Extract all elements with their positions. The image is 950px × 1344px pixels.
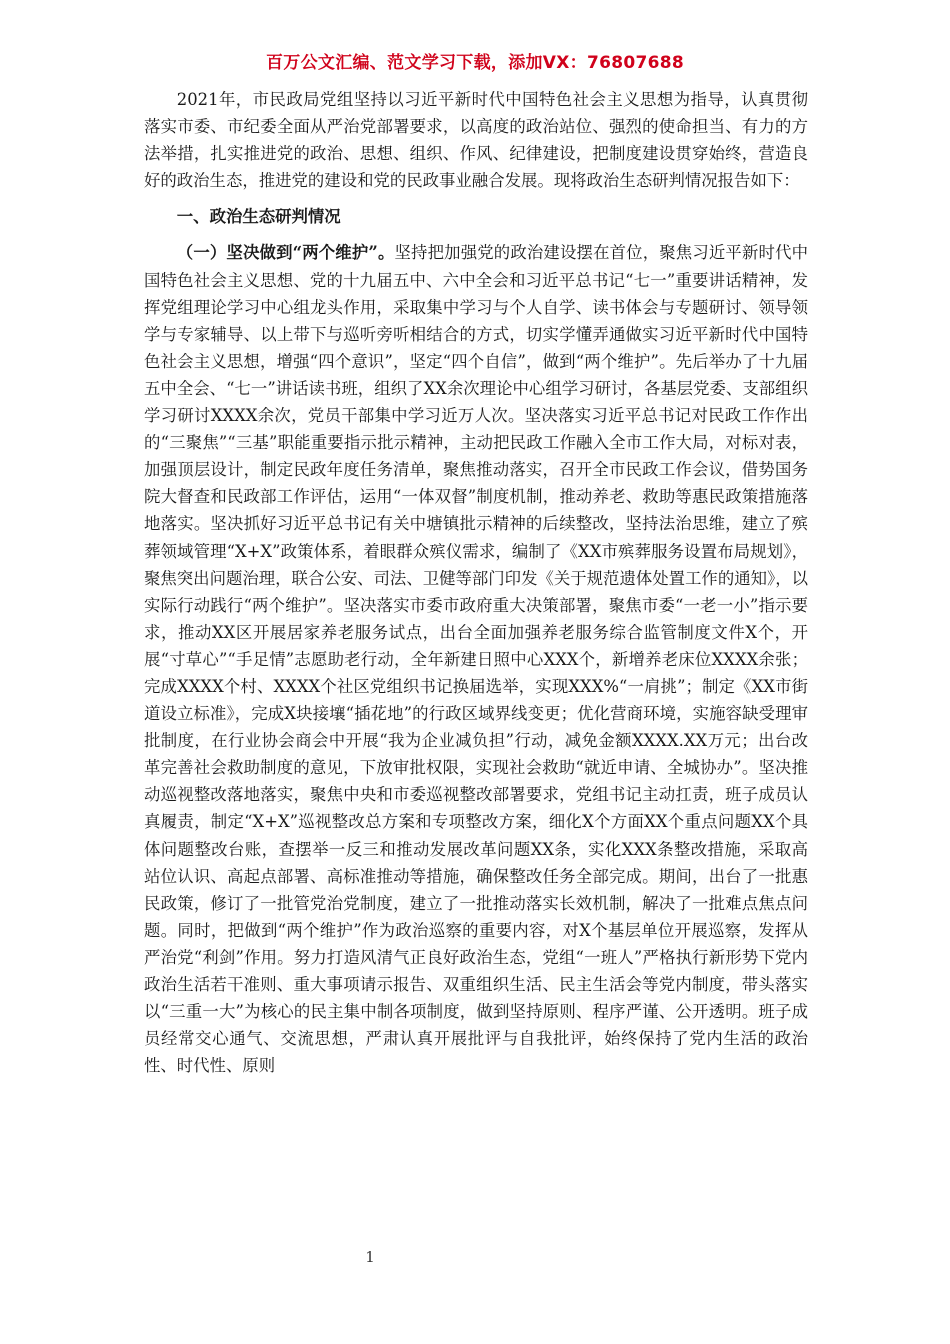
section-heading: 一、政治生态研判情况 <box>176 207 341 227</box>
subsection-body: 坚持把加强党的政治建设摆在首位，聚焦习近平新时代中国特色社会主义思想、党的十九届五中、六中全会和习近平总书记“七一”重要讲话精神，发挥党组理论学习中心组龙头作用，采取集中学习与个人自学、读书体会与专题研讨、领导领学与专家辅导、以上带下与巡听旁听相结合的方式，切实学懂弄通做实习近平新时代中国特色社会主义思想，增强“四个意识”，坚定“四个自信”，做到“两个维护”。先后举办了十九届五中全会、“七一”讲话读书班，组织了XX余次理论中心组学习研讨，各基层党委、支部组织学习研讨XXXX余次，党员干部集中学习近万人次。坚决落实习近平总书记对民政工作作出的“三聚焦”“三基”职能重要指示批示精神，主动把民政工作融入全市工作大局，对标对表，加强顶层设计，制定民政年度任务清单，聚焦推动落实，召开全市民政工作会议，借势国务院大督查和民政部工作评估，运用“一体双督”制度机制，推动养老、救助等惠民政策措施落地落实。坚决抓好习近平总书记有关中塘镇批示精神的后续整改，坚持法治思维，建立了殡葬领域管理“X+X”政策体系，着眼群众殡仪需求，编制了《XX市殡葬服务设置布局规划》，聚焦突出问题治理，联合公安、司法、卫健等部门印发《关于规范遗体处置工作的通知》，以实际行动践行“两个维护”。坚决落实市委市政府重大决策部署，聚焦市委“一老一小”指示要求，推动XX区开展居家养老服务试点，出台全面加强养老服务综合监管制度文件X个，开展“寸草心”“手足情”志愿助老行动，全年新建日照中心XXX个，新增养老床位XXXX余张；完成XXXX个村、XXXX个社区党组织书记换届选举，实现XXX%“一肩挑”；制定《XX市街道设立标准》，完成X块接壤“插花地”的行政区域界线变更；优化营商环境，实施容缺受理审批制度，在行业协会商会中开展“我为企业减负担”行动，减免金额XXXX.XX万元；出台改革完善社会救助制度的意见，下放审批权限，实现社会救助“就近申请、全城协办”。坚决推动巡视整改落地落实，聚焦中央和市委巡视整改部署要求，党组书记主动扛责，班子成员认真履责，制定“X+X”巡视整改总方案和专项整改方案，细化X个方面XX个重点问题XX个具体问题整改台账，查摆举一反三和推动发展改革问题XX条，实化XXX条整改措施，采取高站位认识、高起点部署、高标准推动等措施，确保整改任务全部完成。期间，出台了一批惠民政策，修订了一批管党治党制度，建立了一批推动落实长效机制，解决了一批难点焦点问题。同时，把做到“两个维护”作为政治巡察的重要内容，对X个基层单位开展巡察，发挥从严治党“利剑”作用。努力打造风清气正良好政治生态，党组“一班人”严格执行新形势下党内政治生活若干准则、重大事项请示报告、双重组织生活、民主生活会等党内制度，带头落实以“三重一大”为核心的民主集中制各项制度，做到坚持原则、程序严谨、公开透明。班子成员经常交心通气、交流思想，严肃认真开展批评与自我批评，始终保持了党内生活的政治性、时代性、原则 <box>144 243 809 1076</box>
intro-paragraph: 2021年，市民政局党组坚持以习近平新时代中国特色社会主义思想为指导，认真贯彻落实市委、市纪委全面从严治党部署要求，以高度的政治站位、强烈的使命担当、有力的方法举措，扎实推进党的政治、思想、组织、作风、纪律建设，把制度建设贯穿始终，营造良好的政治生态，推进党的建设和党的民政事业融合发展。现将政治生态研判情况报告如下： <box>144 90 808 191</box>
subsection-paragraph <box>144 239 808 1079</box>
page-number: 1 <box>365 1248 375 1266</box>
subsection-lead: （一）坚决做到“两个维护”。 <box>176 243 395 263</box>
document-body <box>144 86 808 1079</box>
header-banner: 百万公文汇编、范文学习下载，添加VX：76807688 <box>266 53 684 73</box>
